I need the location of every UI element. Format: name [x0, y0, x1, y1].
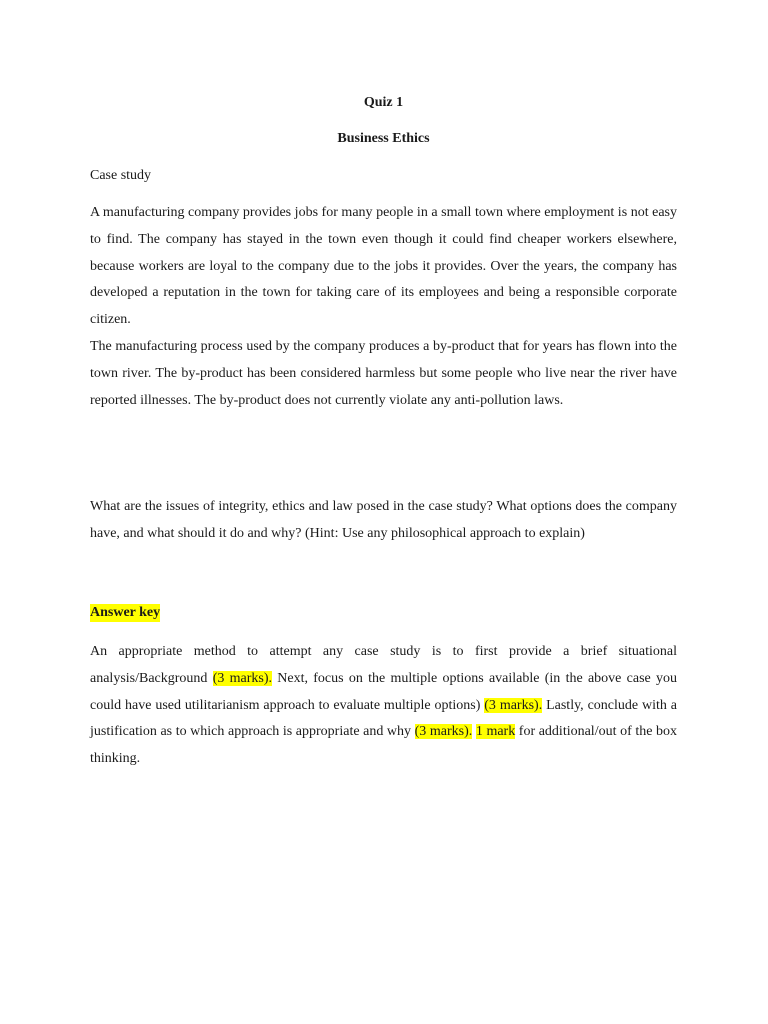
subject-title: Business Ethics [337, 131, 430, 146]
marks-highlight-2: (3 marks). [484, 697, 543, 713]
answer-text-5: for additional/out of the box thinking. [90, 724, 678, 767]
marks-highlight-3: (3 marks). [414, 724, 473, 740]
case-paragraph-1: A manufacturing company provides jobs for many people in a small town where employment is not easy to find. The company has stayed in the town even though it could find cheaper workers elsewhere, because workers are loyal to the company due to the jobs it provides. Over the years, the company has developed a reputation in the town for taking care of its employees and being a responsible corporate citizen. [90, 205, 677, 328]
answer-text-1: An appropriate method to attempt any case study is to first provide a brief situational analysis/Background [90, 644, 677, 686]
answer-text-2: Next, focus on the multiple options available (in the above case you could have used utilitarianism approach to evaluate multiple options) [90, 670, 677, 713]
answer-paragraph [90, 639, 677, 773]
quiz-title: Quiz 1 [363, 95, 404, 110]
marks-highlight-4: 1 mark [475, 724, 516, 740]
question-paragraph: What are the issues of integrity, ethics and law posed in the case study? What options does the company have, and what should it do and why? (Hint: Use any philosophical approach to explain) [90, 499, 677, 541]
case-study-label: Case study [90, 168, 152, 183]
document-page [90, 0, 677, 1024]
answer-key-heading: Answer key [90, 605, 161, 620]
marks-highlight-1: (3 marks). [212, 670, 273, 686]
answer-text-3: Lastly, conclude with a justification as to which approach is appropriate and why [90, 697, 677, 740]
case-paragraph-2: The manufacturing process used by the company produces a by-product that for years has flown into the town river. The by-product has been considered harmless but some people who live near the river have reported illnesses. The by-product does not currently violate any anti-pollution laws. [90, 339, 677, 408]
